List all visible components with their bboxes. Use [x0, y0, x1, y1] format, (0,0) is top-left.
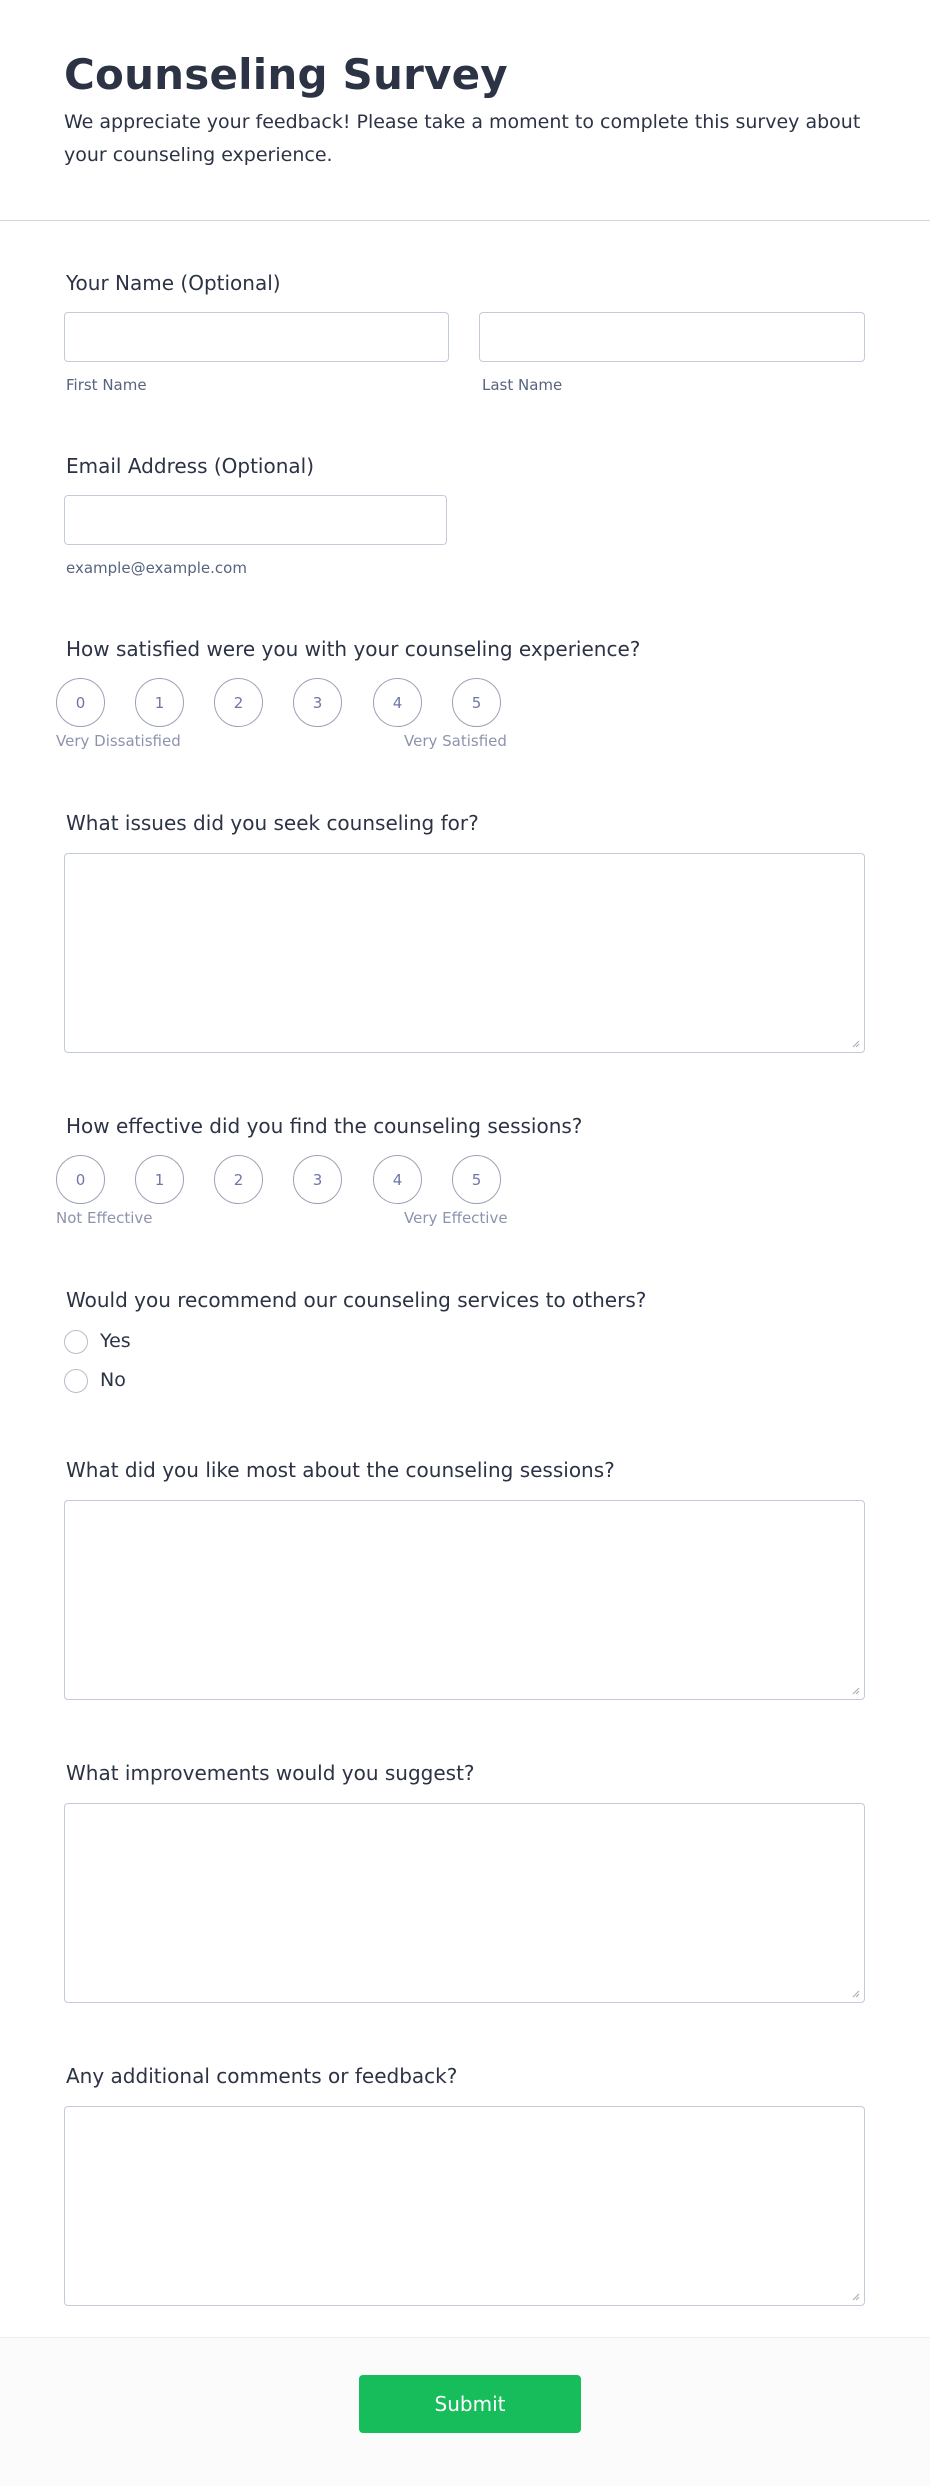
resize-grip-icon[interactable] — [850, 2291, 860, 2301]
effectiveness-option-2[interactable]: 2 — [214, 1155, 263, 1204]
satisfaction-low-label: Very Dissatisfied — [56, 732, 181, 750]
comments-textarea[interactable] — [64, 2106, 865, 2306]
effectiveness-option-4[interactable]: 4 — [373, 1155, 422, 1204]
recommend-no-radio[interactable] — [64, 1369, 88, 1393]
recommend-yes-label[interactable]: Yes — [100, 1330, 131, 1352]
issues-textarea[interactable] — [64, 853, 865, 1053]
satisfaction-option-5[interactable]: 5 — [452, 678, 501, 727]
effectiveness-option-5[interactable]: 5 — [452, 1155, 501, 1204]
improvements-textarea[interactable] — [64, 1803, 865, 2003]
comments-label: Any additional comments or feedback? — [66, 2064, 458, 2088]
name-label: Your Name (Optional) — [66, 271, 281, 295]
last-name-sublabel: Last Name — [482, 376, 563, 394]
resize-grip-icon[interactable] — [850, 1038, 860, 1048]
satisfaction-option-0[interactable]: 0 — [56, 678, 105, 727]
email-sublabel: example@example.com — [66, 559, 247, 577]
satisfaction-option-2[interactable]: 2 — [214, 678, 263, 727]
satisfaction-option-3[interactable]: 3 — [293, 678, 342, 727]
email-input[interactable] — [64, 495, 447, 545]
liked-most-label: What did you like most about the counseling sessions? — [66, 1458, 615, 1482]
resize-grip-icon[interactable] — [850, 1685, 860, 1695]
submit-button[interactable]: Submit — [359, 2375, 581, 2433]
page-subtitle: We appreciate your feedback! Please take a moment to complete this survey about your counseling experience. — [64, 111, 861, 166]
satisfaction-high-label: Very Satisfied — [404, 732, 507, 750]
issues-label: What issues did you seek counseling for? — [66, 811, 479, 835]
satisfaction-label: How satisfied were you with your counseling experience? — [66, 637, 641, 661]
first-name-input[interactable] — [64, 312, 449, 362]
satisfaction-option-1[interactable]: 1 — [135, 678, 184, 727]
effectiveness-option-3[interactable]: 3 — [293, 1155, 342, 1204]
satisfaction-option-4[interactable]: 4 — [373, 678, 422, 727]
effectiveness-option-1[interactable]: 1 — [135, 1155, 184, 1204]
improvements-label: What improvements would you suggest? — [66, 1761, 475, 1785]
email-label: Email Address (Optional) — [66, 454, 315, 478]
last-name-input[interactable] — [479, 312, 865, 362]
page-title: Counseling Survey — [64, 50, 508, 99]
first-name-sublabel: First Name — [66, 376, 147, 394]
recommend-label: Would you recommend our counseling services to others? — [66, 1288, 647, 1312]
effectiveness-high-label: Very Effective — [404, 1209, 508, 1227]
resize-grip-icon[interactable] — [850, 1988, 860, 1998]
recommend-yes-radio[interactable] — [64, 1330, 88, 1354]
form-header — [0, 0, 930, 221]
liked-most-textarea[interactable] — [64, 1500, 865, 1700]
effectiveness-label: How effective did you find the counseling sessions? — [66, 1114, 583, 1138]
recommend-no-label[interactable]: No — [100, 1369, 126, 1391]
effectiveness-low-label: Not Effective — [56, 1209, 153, 1227]
effectiveness-option-0[interactable]: 0 — [56, 1155, 105, 1204]
